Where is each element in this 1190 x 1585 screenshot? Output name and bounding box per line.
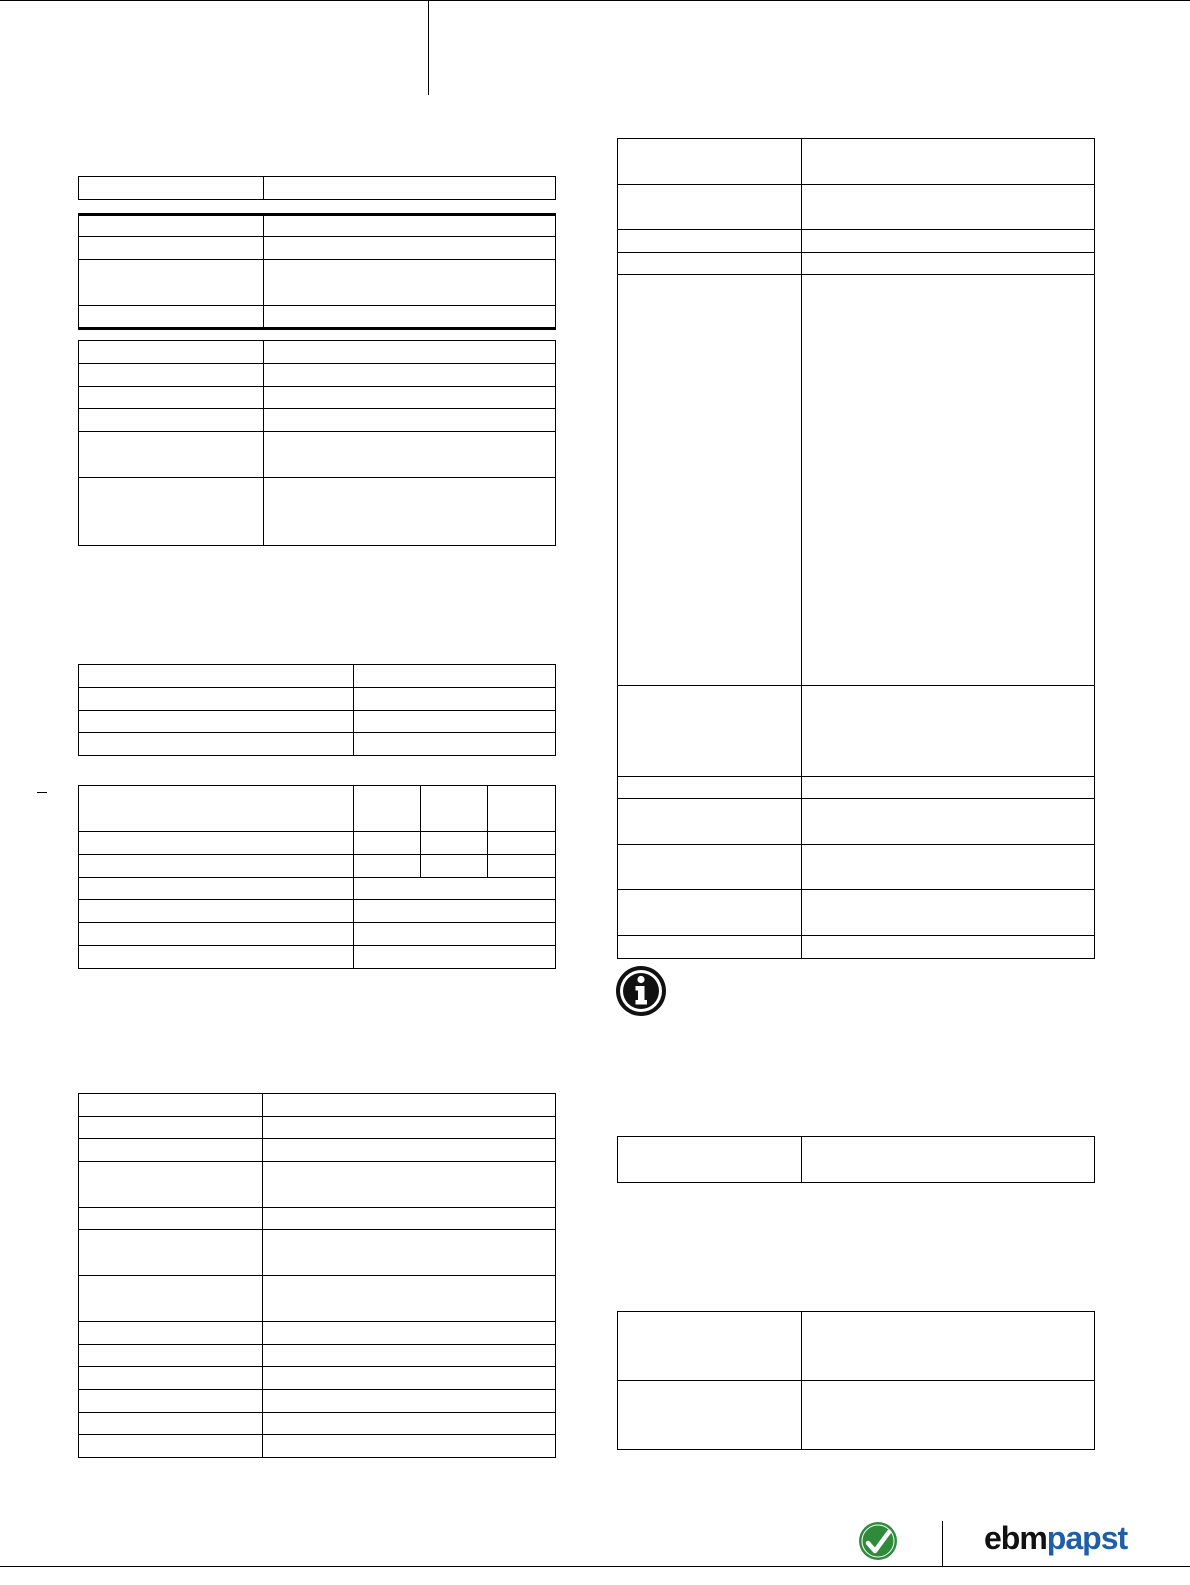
table-technical-2 bbox=[78, 785, 556, 969]
greentech-badge-icon bbox=[858, 1521, 898, 1561]
table-row bbox=[79, 733, 556, 756]
table-row bbox=[79, 1208, 556, 1230]
table-row bbox=[79, 855, 556, 878]
table-row bbox=[618, 777, 1095, 799]
table-row bbox=[79, 832, 556, 855]
table-row bbox=[79, 260, 556, 306]
table-row bbox=[79, 923, 556, 946]
table-row bbox=[79, 341, 556, 364]
table-row bbox=[618, 253, 1095, 275]
table-row bbox=[618, 686, 1095, 777]
table-right-main bbox=[617, 138, 1095, 959]
table-general bbox=[78, 176, 556, 200]
table-row bbox=[79, 409, 556, 432]
footnote-dash bbox=[37, 792, 47, 793]
table-row bbox=[79, 946, 556, 969]
table-row bbox=[79, 478, 556, 546]
table-specs-2 bbox=[78, 340, 556, 546]
table-row bbox=[79, 1162, 556, 1208]
table-row bbox=[79, 364, 556, 387]
table-row bbox=[618, 799, 1095, 845]
table-row bbox=[79, 387, 556, 409]
table-row bbox=[79, 688, 556, 711]
header-top-rule bbox=[0, 0, 1190, 1]
table-row bbox=[79, 237, 556, 260]
table-row bbox=[618, 890, 1095, 936]
table-row bbox=[618, 230, 1095, 253]
table-row bbox=[618, 845, 1095, 890]
table-row bbox=[79, 786, 556, 832]
table-row bbox=[79, 878, 556, 900]
header-divider bbox=[428, 0, 429, 95]
table-right-note bbox=[617, 1136, 1095, 1183]
table-row bbox=[79, 1139, 556, 1162]
table-row bbox=[618, 936, 1095, 959]
table-row bbox=[79, 432, 556, 478]
table-row bbox=[618, 1312, 1095, 1381]
logo-divider bbox=[942, 1521, 943, 1566]
table-specs-1 bbox=[78, 213, 556, 330]
table-row bbox=[79, 177, 556, 200]
table-row bbox=[79, 306, 556, 329]
table-row bbox=[618, 1137, 1095, 1183]
ebmpapst-logo bbox=[984, 1519, 1127, 1557]
table-mechanical bbox=[78, 1093, 556, 1458]
table-row bbox=[79, 1413, 556, 1435]
table-row bbox=[79, 1390, 556, 1413]
table-row bbox=[79, 1276, 556, 1322]
table-row bbox=[79, 900, 556, 923]
table-row bbox=[79, 1435, 556, 1458]
table-row bbox=[79, 711, 556, 733]
table-technical-1 bbox=[78, 664, 556, 756]
table-row bbox=[79, 1117, 556, 1139]
info-icon bbox=[614, 964, 668, 1018]
table-row bbox=[79, 1322, 556, 1345]
table-row bbox=[79, 665, 556, 688]
logo-text-papst: papst bbox=[1046, 1520, 1128, 1556]
table-right-bottom bbox=[617, 1311, 1095, 1450]
table-row bbox=[79, 215, 556, 237]
footer-rule bbox=[0, 1566, 1190, 1567]
table-row bbox=[618, 139, 1095, 185]
table-row bbox=[79, 1345, 556, 1367]
table-row bbox=[79, 1094, 556, 1117]
table-row bbox=[79, 1367, 556, 1390]
table-row bbox=[618, 275, 1095, 686]
table-row bbox=[79, 1230, 556, 1276]
logo-text-ebm: ebm bbox=[984, 1520, 1047, 1556]
table-row bbox=[618, 1381, 1095, 1450]
table-row bbox=[618, 185, 1095, 230]
